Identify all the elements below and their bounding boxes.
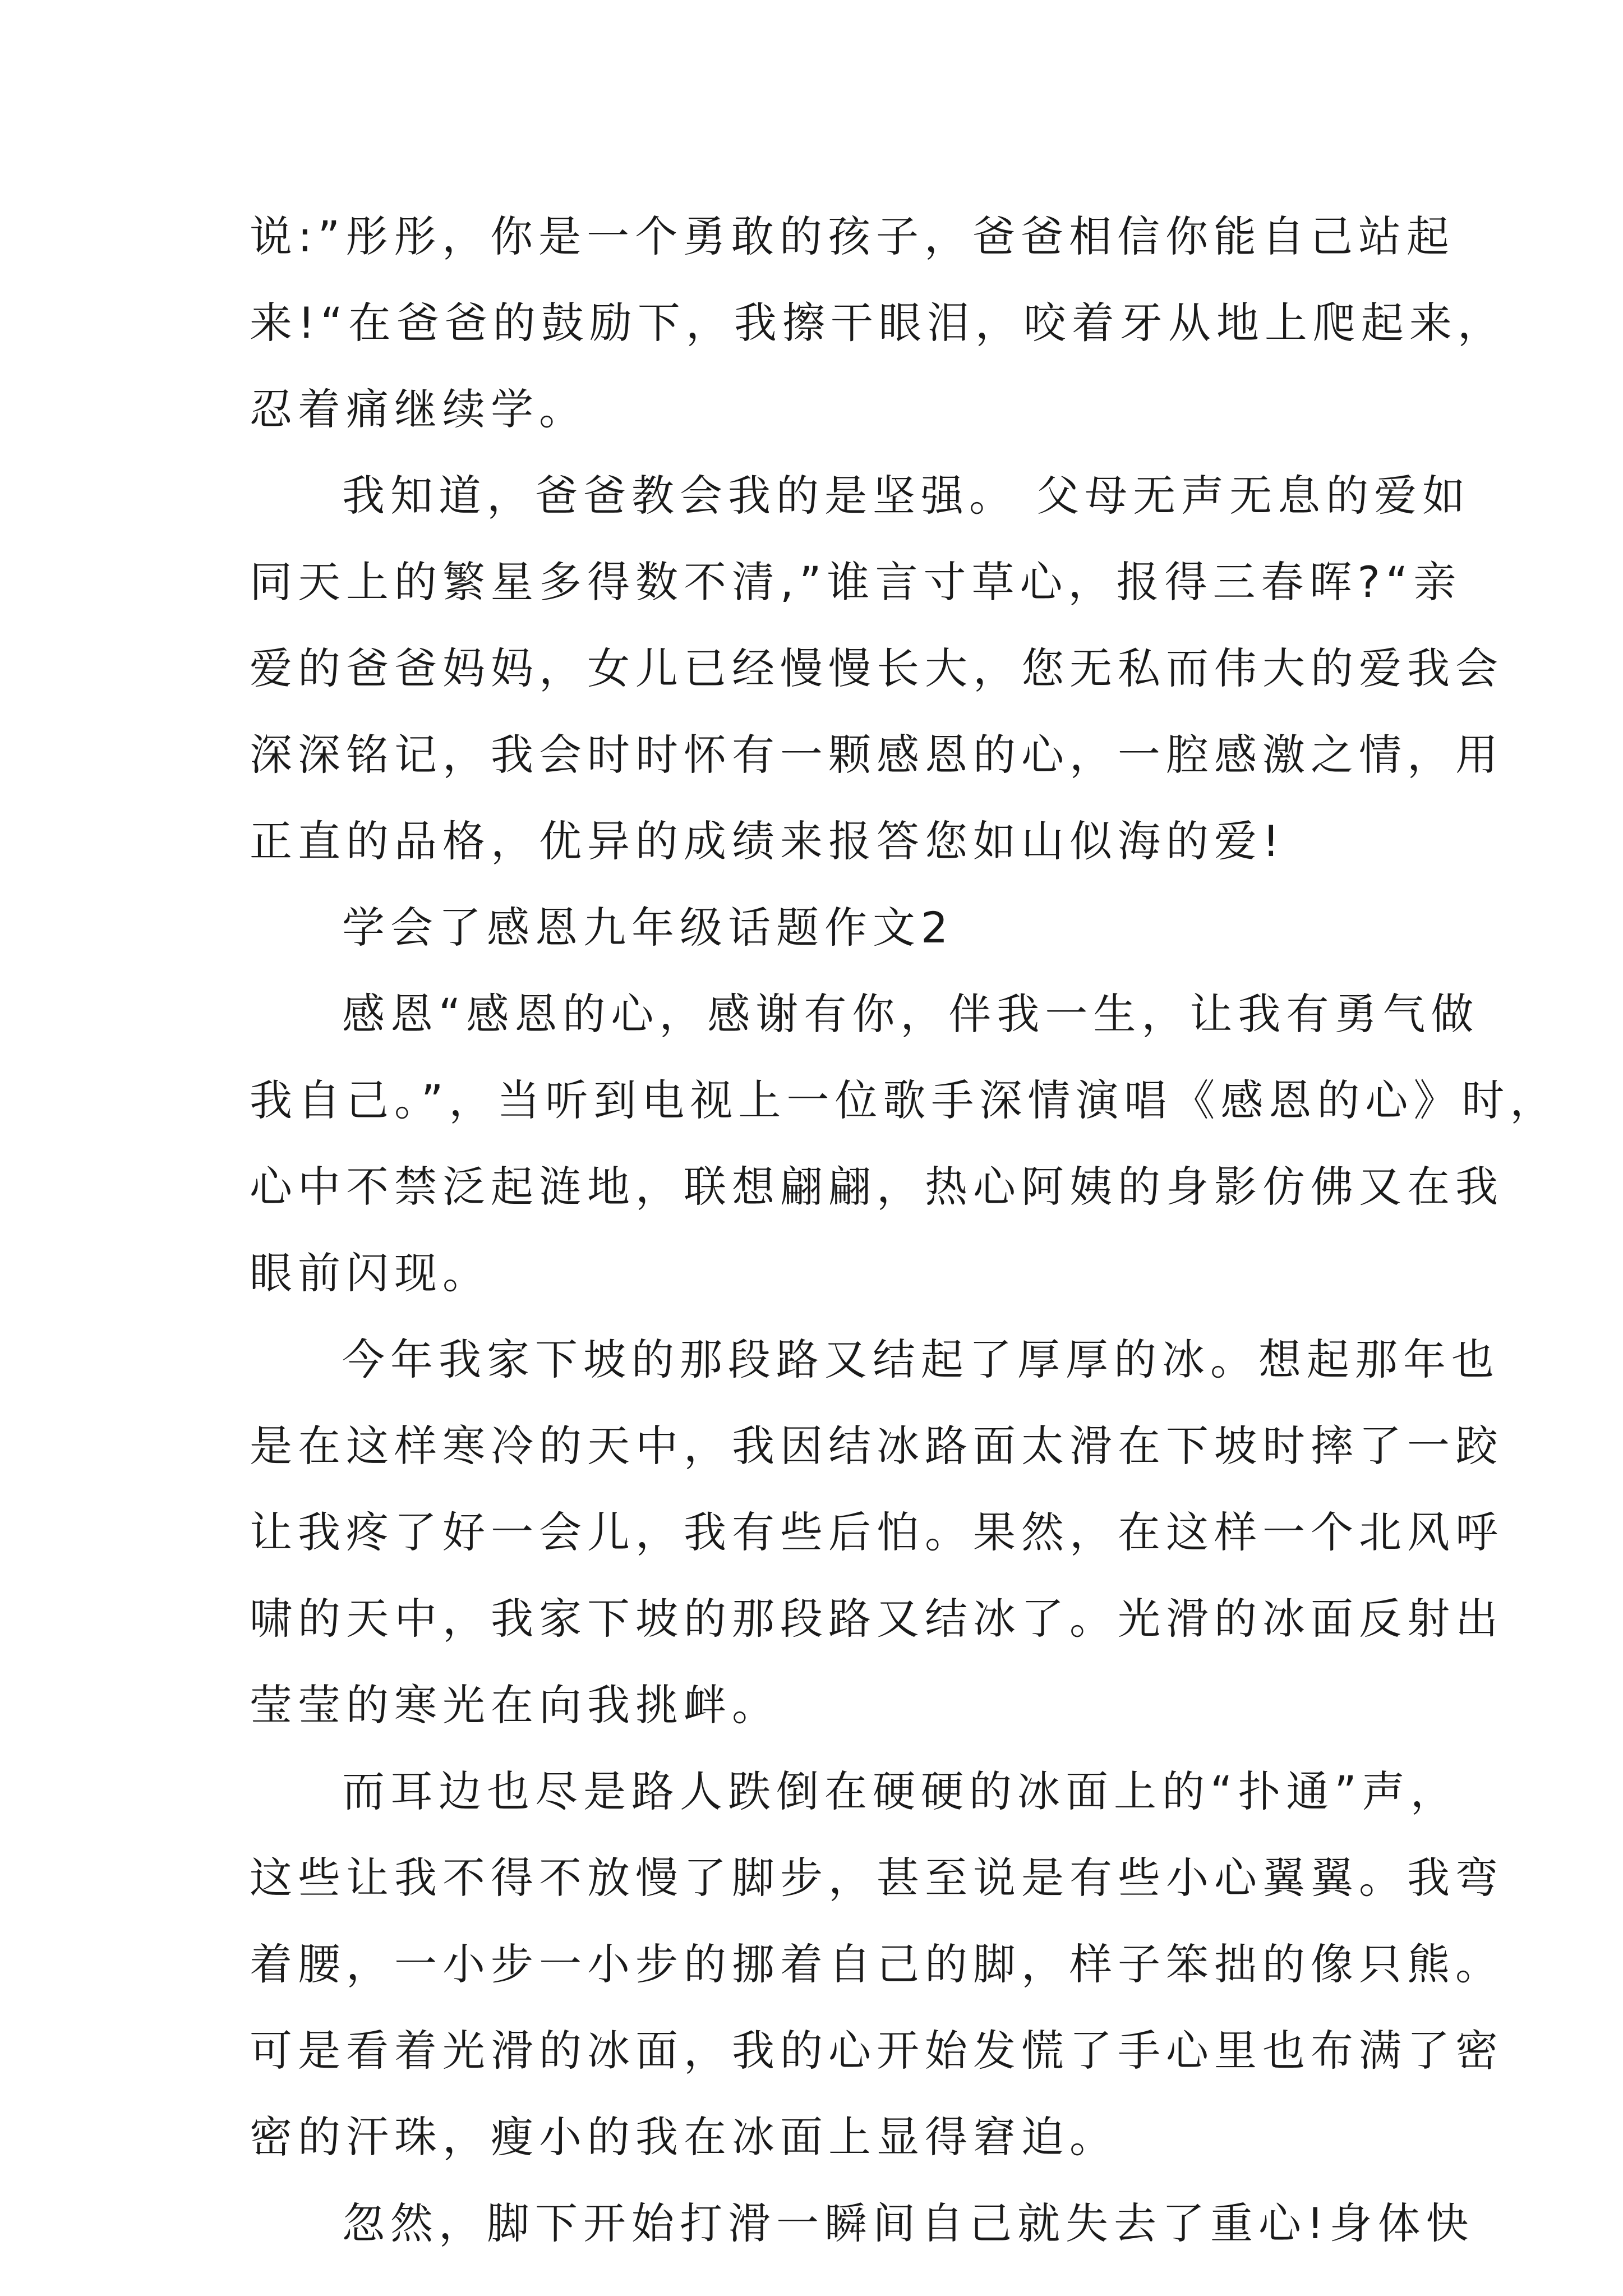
text-line: 密的汗珠，瘦小的我在冰面上显得窘迫。 <box>250 2112 1118 2162</box>
text-line: 眼前闪现。 <box>250 1248 491 1298</box>
text-line: 我自己。”，当听到电视上一位歌手深情演唱《感恩的心》时， <box>250 1075 1559 1125</box>
text-line: 是在这样寒冷的天中，我因结冰路面太滑在下坡时摔了一跤 <box>250 1421 1504 1471</box>
paragraph-start-line: 今年我家下坡的那段路又结起了厚厚的冰。想起那年也 <box>342 1335 1500 1384</box>
text-line: 来!“在爸爸的鼓励下，我擦干眼泪，咬着牙从地上爬起来， <box>250 298 1506 348</box>
paragraph-start-line: 我知道，爸爸教会我的是坚强。 父母无声无息的爱如 <box>342 471 1471 521</box>
text-line: 啸的天中，我家下坡的那段路又结冰了。光滑的冰面反射出 <box>250 1594 1504 1644</box>
text-line: 深深铭记，我会时时怀有一颗感恩的心，一腔感激之情，用 <box>250 730 1504 780</box>
paragraph-start-line: 忽然，脚下开始打滑一瞬间自己就失去了重心!身体快 <box>342 2198 1474 2248</box>
paragraph-start-line: 感恩“感恩的心，感谢有你，伴我一生，让我有勇气做 <box>342 989 1479 1039</box>
text-line: 同天上的繁星多得数不清,”谁言寸草心，报得三春晖?“亲 <box>250 557 1462 607</box>
text-line: 让我疼了好一会儿，我有些后怕。果然，在这样一个北风呼 <box>250 1507 1504 1557</box>
text-line: 心中不禁泛起涟地，联想翩翩，热心阿姨的身影仿佛又在我 <box>250 1162 1504 1212</box>
paragraph-start-line: 而耳边也尽是路人跌倒在硬硬的冰面上的“扑通”声， <box>342 1766 1459 1816</box>
document-body <box>250 194 1559 2267</box>
text-line: 莹莹的寒光在向我挑衅。 <box>250 1680 780 1730</box>
text-line: 爱的爸爸妈妈，女儿已经慢慢长大，您无私而伟大的爱我会 <box>250 643 1504 693</box>
section-heading: 学会了感恩九年级话题作文2 <box>342 903 954 953</box>
text-line: 说:”彤彤，你是一个勇敢的孩子，爸爸相信你能自己站起 <box>250 211 1455 261</box>
text-line: 正直的品格，优异的成绩来报答您如山似海的爱! <box>250 816 1285 866</box>
text-line: 忍着痛继续学。 <box>250 384 587 434</box>
text-line: 可是看着光滑的冰面，我的心开始发慌了手心里也布满了密 <box>250 2026 1504 2076</box>
text-line: 着腰，一小步一小步的挪着自己的脚，样子笨拙的像只熊。 <box>250 1939 1504 1989</box>
text-line: 这些让我不得不放慢了脚步，甚至说是有些小心翼翼。我弯 <box>250 1853 1504 1903</box>
